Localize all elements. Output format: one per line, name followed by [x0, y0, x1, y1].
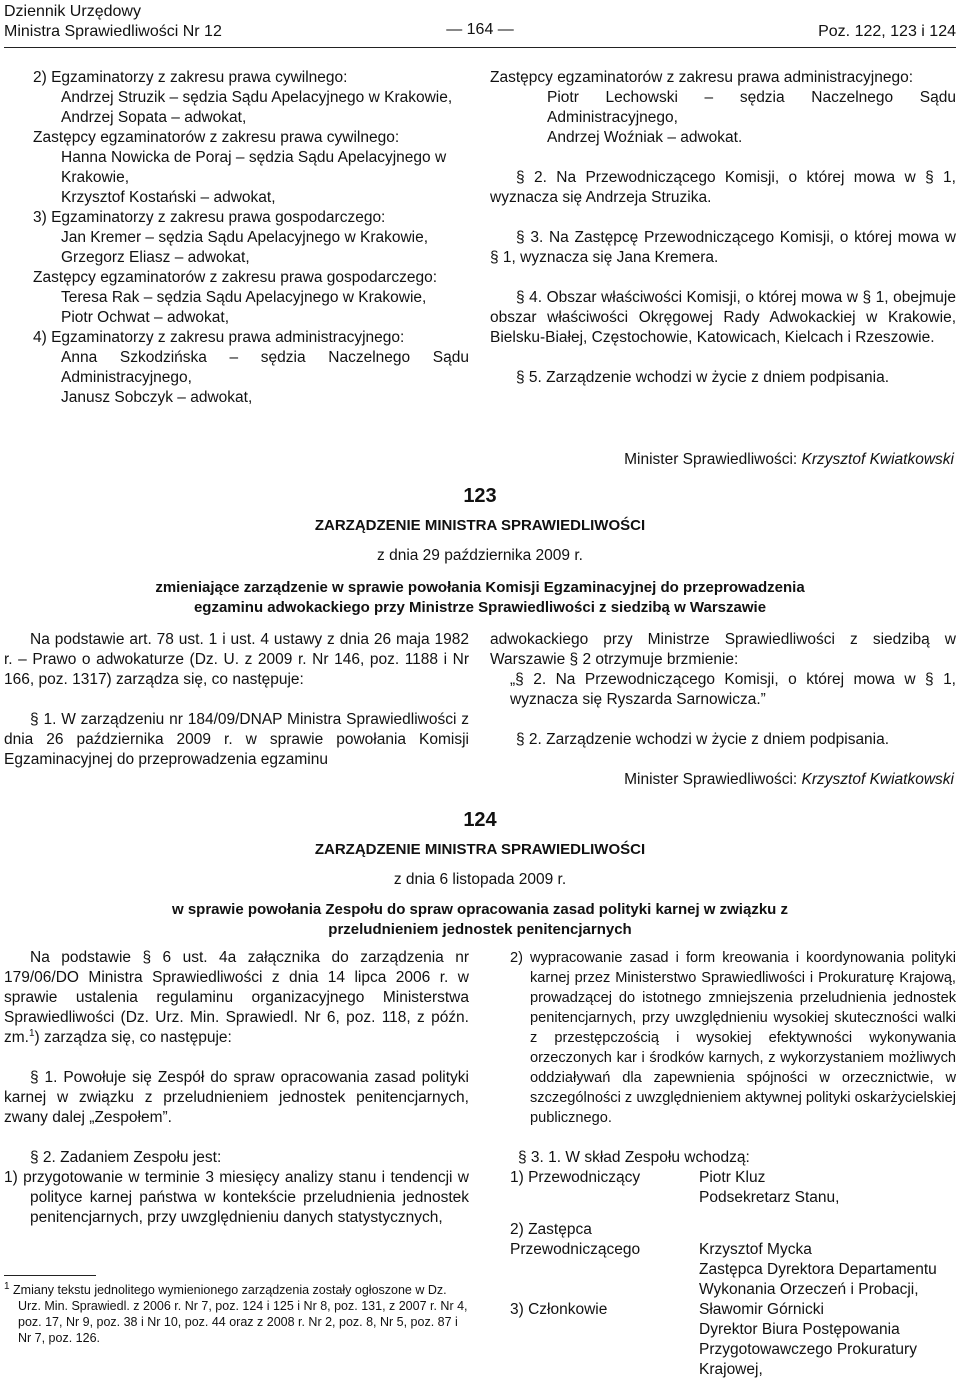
- paragraph-3-heading: § 3. 1. W skład Zespołu wchodzą:: [518, 1149, 750, 1166]
- doc-124-subject: w sprawie powołania Zespołu do spraw opracowania zasad polityki karnej w związku z przeludnieniem jednostek penitencjarnych: [172, 901, 788, 938]
- member-role: 3) Członkowie: [510, 1301, 608, 1318]
- doc-123-subject: zmieniające zarządzenie w sprawie powołania Komisji Egzaminacyjnej do przeprowadzenia egzaminu adwokackiego przy Ministrze Sprawiedliwości z siedzibą w Warszawie: [155, 579, 805, 616]
- examiner-line: Andrzej Struzik – sędzia Sądu Apelacyjnego w Krakowie,: [61, 89, 453, 106]
- paragraph-5: § 5. Zarządzenie wchodzi w życie z dniem podpisania.: [516, 369, 890, 386]
- member-person: Krzysztof Mycka: [699, 1241, 812, 1258]
- doc-124-number: 124: [463, 809, 497, 831]
- deputy-line: Piotr Lechowski – sędzia Naczelnego Sądu Administracyjnego,: [547, 89, 956, 126]
- examiner-line: Andrzej Sopata – adwokat,: [61, 109, 247, 126]
- member-row: [510, 1300, 956, 1380]
- examiner-line: Janusz Sobczyk – adwokat,: [61, 389, 253, 406]
- signer-name: Krzysztof Kwiatkowski: [801, 771, 954, 788]
- doc-123-left-column: [4, 630, 469, 770]
- task-item-2: 2) wypracowanie zasad i form kreowania i koordynowania polityki karnej przez Ministerstwo Sprawiedliwości i Prokuraturę Krajową, prowadzącej do istotnego zmniejszenia przeludnienia jednostek penitencjarnych, przy uwzględnieniu wysokiej skuteczności walki z przestępczością i wysokiej efektywności wykonywania orzeczonych kar i środków karnych, z wykorzystaniem możliwych oddziaływań dla zapewnienia spójności w orzecznictwie, w szczególności z uwzględnieniem aktywnej polityki oskarżycielskiej publicznego.: [510, 950, 956, 1126]
- paragraph-3: § 3. Na Zastępcę Przewodniczącego Komisji, o której mowa w § 1, wyznacza się Jana Kremera.: [490, 229, 956, 266]
- doc-124-date: z dnia 6 listopada 2009 r.: [393, 871, 567, 888]
- footnote-marker[interactable]: 1: [28, 1027, 35, 1039]
- quoted-paragraph: „§ 2. Na Przewodniczącego Komisji, o której mowa w § 1, wyznacza się Ryszarda Sarnowicza.”: [510, 671, 956, 708]
- member-row: [510, 1168, 956, 1208]
- footnote-number: 1: [4, 1280, 10, 1292]
- member-person: Sławomir Górnicki: [699, 1301, 824, 1318]
- member-role: 2) Zastępca Przewodniczącego: [510, 1221, 641, 1258]
- legal-basis: [4, 948, 469, 1048]
- top-left-column: [33, 68, 469, 408]
- signature-line: [474, 770, 954, 790]
- header-rule: [4, 47, 956, 48]
- deputy-line: Teresa Rak – sędzia Sądu Apelacyjnego w Krakowie,: [61, 289, 427, 306]
- task-item-1: 1) przygotowanie w terminie 3 miesięcy analizy stanu i tendencji w polityce karnej państwa w kontekście przeludnienia jednostek penitencjarnych, przy uwzględnieniu danych statystycznych,: [4, 1169, 469, 1226]
- doc-124-title: ZARZĄDZENIE MINISTRA SPRAWIEDLIWOŚCI: [314, 841, 646, 858]
- deputies-heading: Zastępcy egzaminatorów z zakresu prawa gospodarczego:: [33, 269, 438, 286]
- legal-basis: Na podstawie art. 78 ust. 1 i ust. 4 ustawy z dnia 26 maja 1982 r. – Prawo o adwokaturze (Dz. U. z 2009 r. Nr 146, poz. 1188 i Nr 166, poz. 1317) zarządza się, co następuje:: [4, 631, 469, 688]
- member-details: [699, 1168, 956, 1208]
- member-title: Zastępca Dyrektora Departamentu Wykonania Orzeczeń i Probacji,: [699, 1261, 937, 1298]
- deputy-line: Hanna Nowicka de Poraj – sędzia Sądu Apelacyjnego w Krakowie,: [61, 149, 447, 186]
- footnote-rule: [4, 1275, 96, 1276]
- paragraph-1: § 1. W zarządzeniu nr 184/09/DNAP Ministra Sprawiedliwości z dnia 26 października 2009 r. w sprawie powołania Komisji Egzaminacyjnej do przeprowadzenia egzaminu: [4, 711, 469, 768]
- signer-role: Minister Sprawiedliwości:: [624, 771, 798, 788]
- item-4-heading: 4) Egzaminatorzy z zakresu prawa administracyjnego:: [33, 329, 405, 346]
- deputies-heading: Zastępcy egzaminatorów z zakresu prawa cywilnego:: [33, 129, 400, 146]
- publication-title: Dziennik Urzędowy: [4, 3, 141, 20]
- item-2-heading: 2) Egzaminatorzy z zakresu prawa cywilnego:: [33, 69, 348, 86]
- members-table: [510, 1168, 956, 1380]
- member-person: Piotr Kluz: [699, 1169, 766, 1186]
- footnote-text: Zmiany tekstu jednolitego wymienionego zarządzenia zostały ogłoszone w Dz. Urz. Min. Sprawiedl. z 2006 r. Nr 7, poz. 124 i 125 i Nr 8, poz. 131, z 2007 r. Nr 4, poz. 17, Nr 9, poz. 38 i Nr 10, poz. 44 oraz z 2008 r. Nr 2, poz. 8, Nr 5, poz. 87 i Nr 7, poz. 126.: [13, 1283, 468, 1345]
- footnote: [4, 1282, 469, 1346]
- doc-123-date: z dnia 29 października 2009 r.: [377, 547, 583, 564]
- member-row: [510, 1220, 956, 1300]
- deputy-line: Andrzej Woźniak – adwokat.: [547, 129, 743, 146]
- page-number: — 164 —: [446, 21, 514, 38]
- doc-124-right-column: [510, 948, 956, 1380]
- member-details: [699, 1300, 956, 1380]
- doc-123-right-column: [490, 630, 956, 750]
- paragraph-1-continued: adwokackiego przy Ministrze Sprawiedliwości z siedzibą w Warszawie § 2 otrzymuje brzmienie:: [490, 631, 956, 668]
- member-details: [699, 1220, 956, 1300]
- deputy-line: Piotr Ochwat – adwokat,: [61, 309, 229, 326]
- ministry-issue: Ministra Sprawiedliwości Nr 12: [4, 23, 222, 40]
- legal-basis-text: Na podstawie § 6 ust. 4a załącznika do zarządzenia nr 179/06/DO Ministra Sprawiedliwości z dnia 14 lipca 2006 r. w sprawie ustalenia regulaminu organizacyjnego Ministerstwa Sprawiedliwości (Dz. Urz. Min. Sprawiedl. Nr 6, poz. 118, z późn. zm.: [4, 949, 469, 1046]
- examiner-line: Anna Szkodzińska – sędzia Naczelnego Sądu Administracyjnego,: [61, 349, 469, 386]
- item-3-heading: 3) Egzaminatorzy z zakresu prawa gospodarczego:: [33, 209, 386, 226]
- positions: Poz. 122, 123 i 124: [818, 23, 956, 40]
- doc-123-title: ZARZĄDZENIE MINISTRA SPRAWIEDLIWOŚCI: [314, 517, 646, 534]
- examiner-line: Jan Kremer – sędzia Sądu Apelacyjnego w Krakowie,: [61, 229, 429, 246]
- paragraph-2: § 2. Zarządzenie wchodzi w życie z dniem podpisania.: [516, 731, 890, 748]
- legal-basis-text-end: ) zarządza się, co następuje:: [34, 1029, 232, 1046]
- doc-123-number: 123: [463, 485, 497, 507]
- signer-role: Minister Sprawiedliwości:: [624, 451, 798, 468]
- paragraph-1: § 1. Powołuje się Zespół do spraw opracowania zasad polityki karnej w związku z przeludnieniem jednostek penitencjarnych, zwany dalej „Zespołem”.: [4, 1069, 469, 1126]
- doc-124-left-column: [4, 948, 469, 1228]
- member-title: Dyrektor Biura Postępowania Przygotowawczego Prokuratury Krajowej,: [699, 1321, 917, 1378]
- deputies-heading: Zastępcy egzaminatorów z zakresu prawa administracyjnego:: [490, 69, 913, 86]
- member-title: Podsekretarz Stanu,: [699, 1189, 840, 1206]
- member-role: 1) Przewodniczący: [510, 1169, 641, 1186]
- deputy-line: Krzysztof Kostański – adwokat,: [61, 189, 276, 206]
- paragraph-4: § 4. Obszar właściwości Komisji, o której mowa w § 1, obejmuje obszar właściwości Okręgowej Rady Adwokackiej w Krakowie, Bielsku-Białej, Częstochowie, Katowicach, Kielcach i Rzeszowie.: [490, 289, 956, 346]
- signature-line: [474, 450, 954, 470]
- paragraph-2: § 2. Na Przewodniczącego Komisji, o której mowa w § 1, wyznacza się Andrzeja Struzika.: [490, 169, 956, 206]
- signer-name: Krzysztof Kwiatkowski: [801, 451, 954, 468]
- paragraph-2-heading: § 2. Zadaniem Zespołu jest:: [30, 1149, 222, 1166]
- examiner-line: Grzegorz Eliasz – adwokat,: [61, 249, 250, 266]
- top-right-column: [490, 68, 956, 388]
